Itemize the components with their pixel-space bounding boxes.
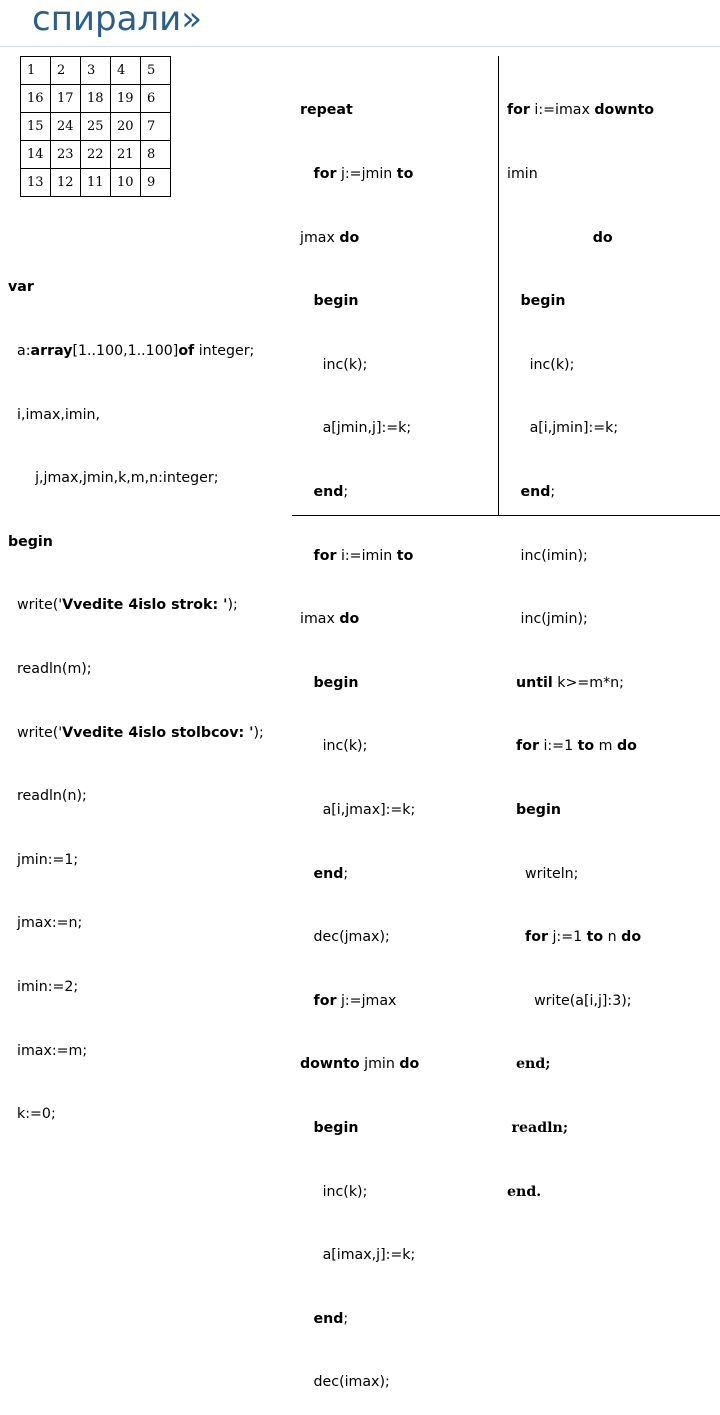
code-line [300,1182,419,1203]
code-text: inc(k); [322,738,368,755]
code-text: ; [343,1310,349,1327]
code-text: i:=1 [538,738,578,755]
code-text: [1..100,1..100] [72,343,179,359]
table-cell: 24 [51,113,81,141]
code-line [300,164,419,185]
code-text: jmin [359,1056,400,1073]
keyword-do: do [616,738,637,755]
code-line [507,355,654,376]
keyword-do: do [339,611,360,628]
code-text: k:=0; [17,1106,56,1123]
code-text: i,imax,imin, [17,406,101,423]
code-text: readln(m); [17,660,92,677]
keyword-array: array [30,343,73,359]
code-line [300,1118,419,1139]
code-text: readln; [511,1119,569,1136]
title-divider [0,46,720,47]
keyword-end: end [313,1310,344,1327]
code-text: n [603,929,622,946]
code-line [8,786,264,807]
code-text: imin [507,166,538,182]
code-text: inc(imin); [520,547,588,564]
keyword-var: var [8,279,34,296]
bottom-divider [292,515,720,516]
code-line [8,1041,264,1062]
table-cell: 1 [21,57,51,85]
code-line [507,418,654,439]
keyword-begin: begin [313,1119,359,1136]
table-cell: 20 [111,113,141,141]
code-text: write(a[i,j]:3); [534,992,632,1009]
code-line [8,723,264,744]
code-line [507,1118,654,1139]
code-line [507,100,654,121]
code-block-output [507,58,654,1224]
keyword-for: for [313,166,337,182]
code-text: write(' [17,597,63,614]
keyword-until: until [516,674,553,691]
code-line [300,736,419,757]
column-divider [498,56,499,516]
code-line [300,673,419,694]
code-text: ; [343,865,349,882]
code-line [8,913,264,934]
slide-title: спирали» [32,0,203,39]
code-line [300,228,419,249]
code-text: j:=jmax [336,992,397,1009]
code-line [8,341,264,362]
code-line [507,864,654,885]
keyword-begin: begin [313,674,359,691]
code-line [8,277,264,298]
code-text: a[i,jmin]:=k; [529,420,619,437]
code-line [8,468,264,489]
table-cell: 2 [51,57,81,85]
keyword-for: for [516,738,539,755]
code-line [507,736,654,757]
code-line [507,927,654,948]
code-text: inc(k); [322,1183,368,1200]
code-text: m [594,738,617,755]
keyword-do: do [339,229,360,246]
table-cell: 11 [81,169,111,197]
code-line [300,800,419,821]
code-line [300,1309,419,1330]
code-line [8,532,264,553]
code-block-spiral-loop [300,58,419,1415]
code-text: integer; [194,343,255,359]
table-cell: 19 [111,85,141,113]
string-literal: Vvedite 4islo stolbcov: ' [62,724,254,741]
code-text: dec(imax); [313,1374,390,1391]
keyword-for: for [313,992,337,1009]
code-block-declarations [8,235,264,1147]
code-line [300,355,419,376]
code-text: i:=imin [336,547,397,564]
code-text: j:=1 [547,929,587,946]
keyword-downto: downto [300,1056,360,1073]
code-line [300,1054,419,1075]
code-line [507,228,654,249]
code-line [300,609,419,630]
code-text: jmax:=n; [17,915,83,932]
keyword-for: for [313,547,337,564]
code-line [300,482,419,503]
code-text: dec(jmax); [313,929,390,946]
table-cell: 4 [111,57,141,85]
code-line [507,482,654,503]
code-text: jmin:=1; [17,851,79,868]
code-line [507,164,654,185]
keyword-end: end [313,483,344,500]
table-cell: 23 [51,141,81,169]
keyword-end: end [313,865,344,882]
table-cell: 7 [141,113,171,141]
code-line [300,1245,419,1266]
code-text: ; [550,483,556,500]
code-line [8,1104,264,1125]
code-text: writeln; [525,865,579,882]
keyword-repeat: repeat [300,102,353,119]
table-row [21,113,171,141]
code-line [8,850,264,871]
code-text: j,jmax,jmin,k,m,n:integer; [35,470,219,487]
code-line [300,991,419,1012]
keyword-begin: begin [520,293,566,310]
table-row [21,141,171,169]
spiral-matrix-table [20,56,171,197]
table-cell: 15 [21,113,51,141]
table-cell: 17 [51,85,81,113]
table-cell: 12 [51,169,81,197]
table-cell: 25 [81,113,111,141]
keyword-to: to [396,166,414,182]
code-text: write(' [17,724,63,741]
table-cell: 21 [111,141,141,169]
code-text: inc(k); [529,356,575,373]
code-line [300,291,419,312]
keyword-do: do [592,229,613,246]
code-line [507,673,654,694]
table-cell: 3 [81,57,111,85]
code-line [507,1054,654,1075]
code-line [8,595,264,616]
code-line [507,991,654,1012]
keyword-begin: begin [313,293,359,310]
table-cell: 18 [81,85,111,113]
code-text: a[imax,j]:=k; [322,1247,416,1264]
code-line [300,927,419,948]
code-line [507,800,654,821]
code-line [8,659,264,680]
keyword-do: do [621,929,642,946]
keyword-end: end; [516,1056,551,1073]
code-line [8,405,264,426]
table-cell: 14 [21,141,51,169]
keyword-for: for [525,929,548,946]
code-text: ); [253,724,264,741]
keyword-begin: begin [516,801,561,818]
code-line [507,291,654,312]
code-line [300,1372,419,1393]
code-line [300,546,419,567]
code-line [300,418,419,439]
code-text: ; [343,483,349,500]
code-text: imax [300,611,340,628]
table-row [21,169,171,197]
table-cell: 10 [111,169,141,197]
code-text: inc(jmin); [520,611,588,628]
code-text: jmax [300,229,340,246]
keyword-downto: downto [594,102,655,119]
keyword-of: of [178,343,195,359]
code-text: a[i,jmax]:=k; [322,801,416,818]
table-cell: 9 [141,169,171,197]
code-text: a[jmin,j]:=k; [322,420,412,437]
code-text: imax:=m; [17,1042,88,1059]
code-text: a: [17,343,31,359]
table-cell: 22 [81,141,111,169]
code-text: k>=m*n; [552,674,624,691]
string-literal: Vvedite 4islo strok: ' [62,597,228,614]
table-row [21,57,171,85]
code-text: inc(k); [322,356,368,373]
table-cell: 8 [141,141,171,169]
code-line [300,864,419,885]
table-row [21,85,171,113]
table-cell: 6 [141,85,171,113]
keyword-do: do [399,1056,420,1073]
code-text: imin:=2; [17,978,79,995]
keyword-to: to [586,929,604,946]
keyword-to: to [396,547,414,564]
keyword-for: for [507,102,530,119]
keyword-to: to [577,738,595,755]
code-text: readln(n); [17,788,87,805]
code-line [300,100,419,121]
code-line [507,546,654,567]
code-text: i:=imax [529,102,595,119]
keyword-end: end. [507,1183,542,1200]
table-cell: 16 [21,85,51,113]
code-line [507,609,654,630]
code-line [8,977,264,998]
keyword-begin: begin [8,533,53,550]
table-cell: 13 [21,169,51,197]
keyword-end: end [520,483,551,500]
code-text: ); [227,597,238,614]
code-line [507,1182,654,1203]
table-cell: 5 [141,57,171,85]
code-text: j:=jmin [336,166,397,182]
